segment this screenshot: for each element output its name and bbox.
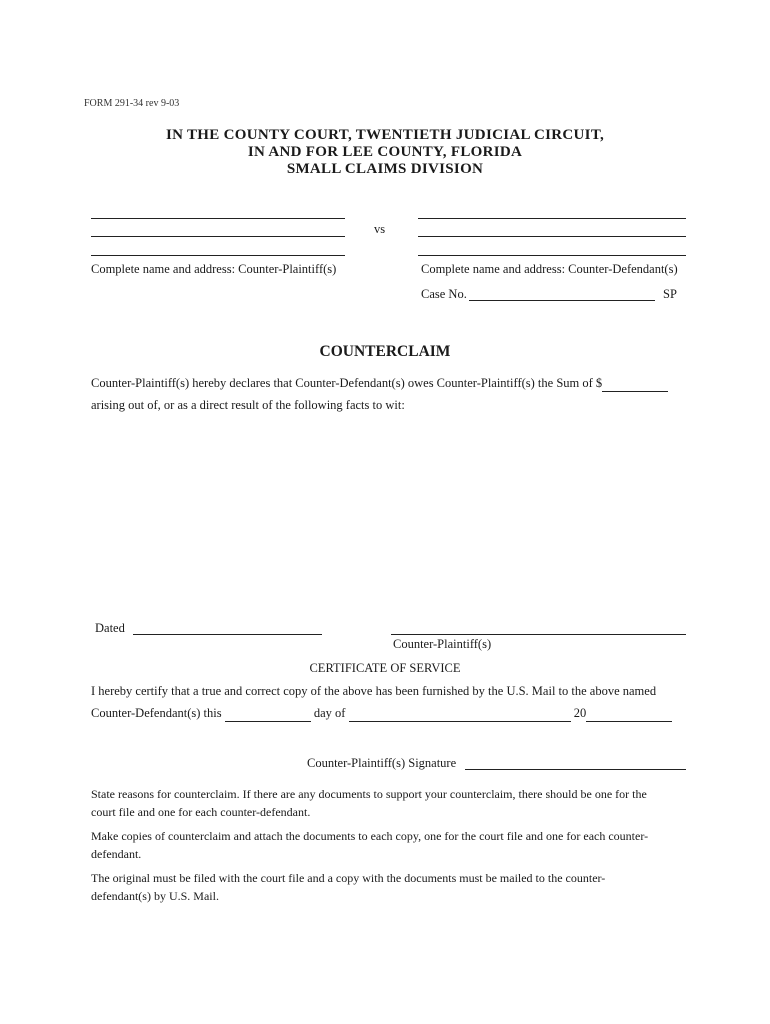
plaintiff-label: Complete name and address: Counter-Plaintiff(s) xyxy=(91,262,337,276)
defendant-line-1[interactable] xyxy=(418,218,686,219)
instructions-p2-line2: defendant. xyxy=(91,847,142,861)
plaintiff-line-1[interactable] xyxy=(91,218,345,219)
instructions-paragraph-1 xyxy=(91,785,701,821)
instructions-p1-line2: court file and one for each counter-defendant. xyxy=(91,805,311,819)
declaration-line xyxy=(91,376,668,392)
plaintiff-line-3[interactable] xyxy=(91,255,345,256)
certificate-signature-label: Counter-Plaintiff(s) Signature xyxy=(307,756,457,770)
counterclaim-title: COUNTERCLAIM xyxy=(319,343,451,360)
court-header-line3: SMALL CLAIMS DIVISION xyxy=(286,161,484,177)
certificate-year-prefix: 20 xyxy=(573,706,587,720)
defendant-line-3[interactable] xyxy=(418,255,686,256)
form-number: FORM 291-34 rev 9-03 xyxy=(84,98,180,109)
case-no-label: Case No. xyxy=(421,287,467,301)
dated-label: Dated xyxy=(95,621,125,635)
defendant-label: Complete name and address: Counter-Defendant(s) xyxy=(421,262,678,276)
facts-intro: arising out of, or as a direct result of the following facts to wit: xyxy=(91,398,405,412)
facts-area[interactable] xyxy=(91,420,686,610)
instructions-p1-line1: State reasons for counterclaim. If there are any documents to support your counterclaim, there should be one for the xyxy=(91,787,647,801)
defendant-line-2[interactable] xyxy=(418,236,686,237)
certificate-text-line1: I hereby certify that a true and correct copy of the above has been furnished by the U.S. Mail to the above named xyxy=(91,684,657,698)
instructions-paragraph-3 xyxy=(91,869,701,905)
signer-label: Counter-Plaintiff(s) xyxy=(393,637,492,651)
declaration-text: Counter-Plaintiff(s) hereby declares that Counter-Defendant(s) owes Counter-Plaintiff(s) the Sum of $ xyxy=(91,376,603,390)
service-month-field[interactable] xyxy=(349,706,571,722)
case-no-field[interactable] xyxy=(469,300,655,301)
court-header-line2: IN AND FOR LEE COUNTY, FLORIDA xyxy=(247,144,523,160)
instructions-p3-line2: defendant(s) by U.S. Mail. xyxy=(91,889,219,903)
sum-amount-field[interactable] xyxy=(602,376,668,392)
dated-field[interactable] xyxy=(133,634,322,635)
service-year-field[interactable] xyxy=(586,706,672,722)
plaintiff-line-2[interactable] xyxy=(91,236,345,237)
service-day-field[interactable] xyxy=(225,706,311,722)
plaintiff-signature-line[interactable] xyxy=(391,634,686,635)
certificate-title: CERTIFICATE OF SERVICE xyxy=(309,661,461,675)
court-header-line1: IN THE COUNTY COURT, TWENTIETH JUDICIAL CIRCUIT, xyxy=(165,127,605,143)
certificate-day-of-label: day of xyxy=(313,706,346,720)
case-suffix: SP xyxy=(663,287,677,301)
certificate-text-line2 xyxy=(91,706,672,722)
instructions-paragraph-2 xyxy=(91,827,701,863)
instructions-p2-line1: Make copies of counterclaim and attach the documents to each copy, one for the court file and one for each counter- xyxy=(91,829,649,843)
certificate-signature-line[interactable] xyxy=(465,769,686,770)
certificate-this-label: Counter-Defendant(s) this xyxy=(91,706,222,720)
vs-label: vs xyxy=(374,222,386,236)
instructions-p3-line1: The original must be filed with the court file and a copy with the documents must be mailed to the counter- xyxy=(91,871,606,885)
